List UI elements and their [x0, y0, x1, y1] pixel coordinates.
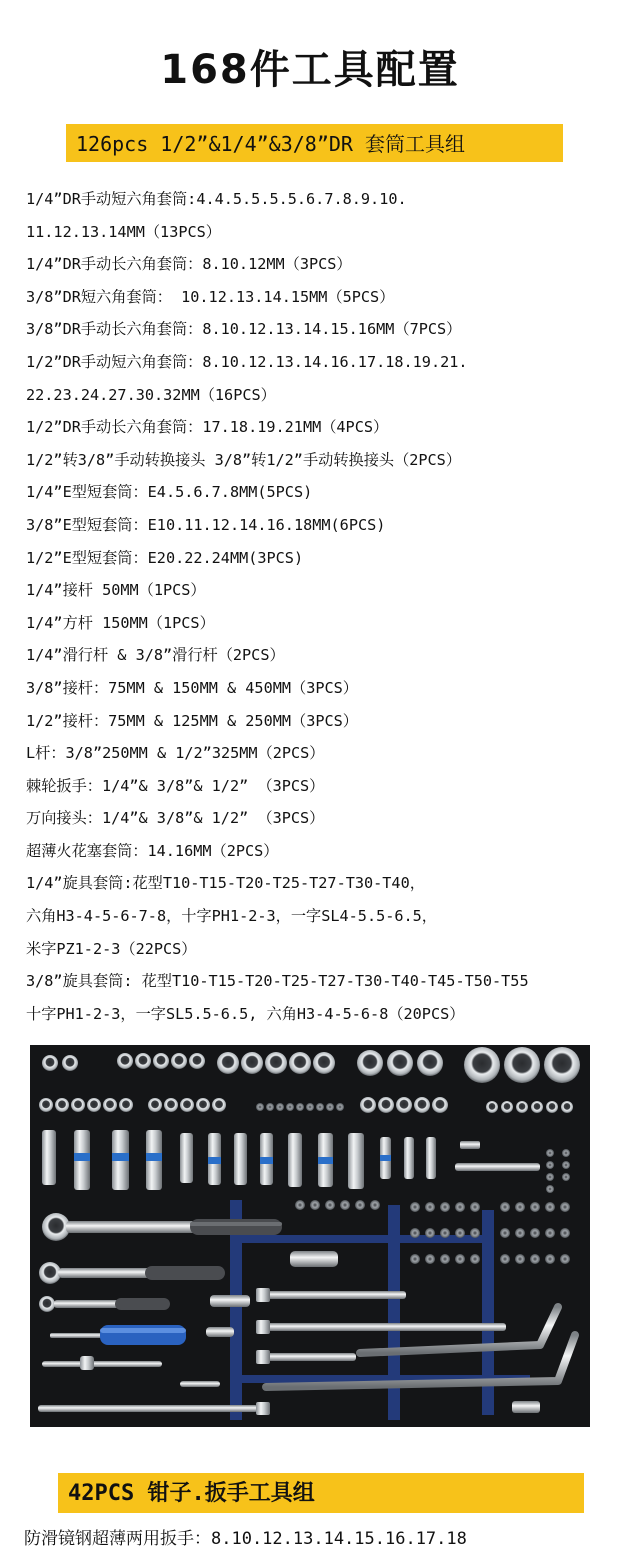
page-title: 168件工具配置: [160, 47, 460, 93]
spec-line: 11.12.13.14MM（13PCS）: [26, 222, 221, 241]
spec-line: 1/4”DR手动短六角套筒:4.4.5.5.5.5.6.7.8.9.10.: [26, 190, 407, 208]
spec-line: 3/8”DR短六角套筒： 10.12.13.14.15MM（5PCS）: [26, 287, 395, 306]
spec-line: 六角H3-4-5-6-7-8，十字PH1-2-3，一字SL4-5.5-6.5，: [26, 907, 437, 926]
spec-line: L杆：3/8”250MM & 1/2”325MM（2PCS）: [26, 744, 325, 763]
spec-line: 22.23.24.27.30.32MM（16PCS）: [26, 385, 276, 404]
spec-line: 1/2”DR手动长六角套筒：17.18.19.21MM（4PCS）: [26, 418, 389, 437]
spec-line: 3/8”接杆：75MM & 150MM & 450MM（3PCS）: [26, 678, 358, 697]
spec-line: 1/4”接杆 50MM（1PCS）: [26, 581, 206, 600]
spec-line: 棘轮扳手：1/4”& 3/8”& 1/2” （3PCS）: [26, 776, 325, 795]
pliers-spec-partial-line: 防滑镜钢超薄两用扳手：8.10.12.13.14.15.16.17.18: [24, 1529, 467, 1549]
spec-line: 1/4”滑行杆 & 3/8”滑行杆（2PCS）: [26, 646, 285, 665]
section-banner-socket-set: 126pcs 1/2”&1/4”&3/8”DR 套筒工具组: [66, 124, 563, 162]
spec-line: 1/2”E型短套筒：E20.22.24MM(3PCS): [26, 548, 304, 567]
spec-line: 3/8”旋具套筒: 花型T10-T15-T20-T25-T27-T30-T40-T45-T50-T55: [26, 972, 529, 991]
spec-line: 超薄火花塞套筒：14.16MM（2PCS）: [26, 841, 279, 860]
spec-line: 1/2”DR手动短六角套筒：8.10.12.13.14.16.17.18.19.21.: [26, 352, 468, 371]
tool-tray-photo: [30, 1045, 590, 1427]
socket-spec-list: [26, 183, 616, 1030]
spec-line: 1/2”转3/8”手动转换接头 3/8”转1/2”手动转换接头（2PCS）: [26, 450, 462, 469]
spec-line: 3/8”E型短套筒：E10.11.12.14.16.18MM(6PCS): [26, 515, 386, 534]
section-banner-pliers-wrenches: 42PCS 钳子.扳手工具组: [58, 1473, 584, 1513]
spec-line: 3/8”DR手动长六角套筒：8.10.12.13.14.15.16MM（7PCS）: [26, 320, 462, 339]
spec-line: 1/4”E型短套筒：E4.5.6.7.8MM(5PCS): [26, 483, 313, 502]
spec-line: 1/4”DR手动长六角套筒：8.10.12MM（3PCS）: [26, 255, 352, 274]
spec-line: 十字PH1-2-3，一字SL5.5-6.5, 六角H3-4-5-6-8（20PCS）: [26, 1004, 465, 1023]
spec-line: 米字PZ1-2-3（22PCS）: [26, 939, 197, 958]
spec-line: 万向接头：1/4”& 3/8”& 1/2” （3PCS）: [26, 809, 325, 828]
spec-line: 1/4”旋具套筒:花型T10-T15-T20-T25-T27-T30-T40，: [26, 874, 425, 893]
spec-line: 1/2”接杆：75MM & 125MM & 250MM（3PCS）: [26, 711, 358, 730]
spec-line: 1/4”方杆 150MM（1PCS）: [26, 613, 215, 632]
